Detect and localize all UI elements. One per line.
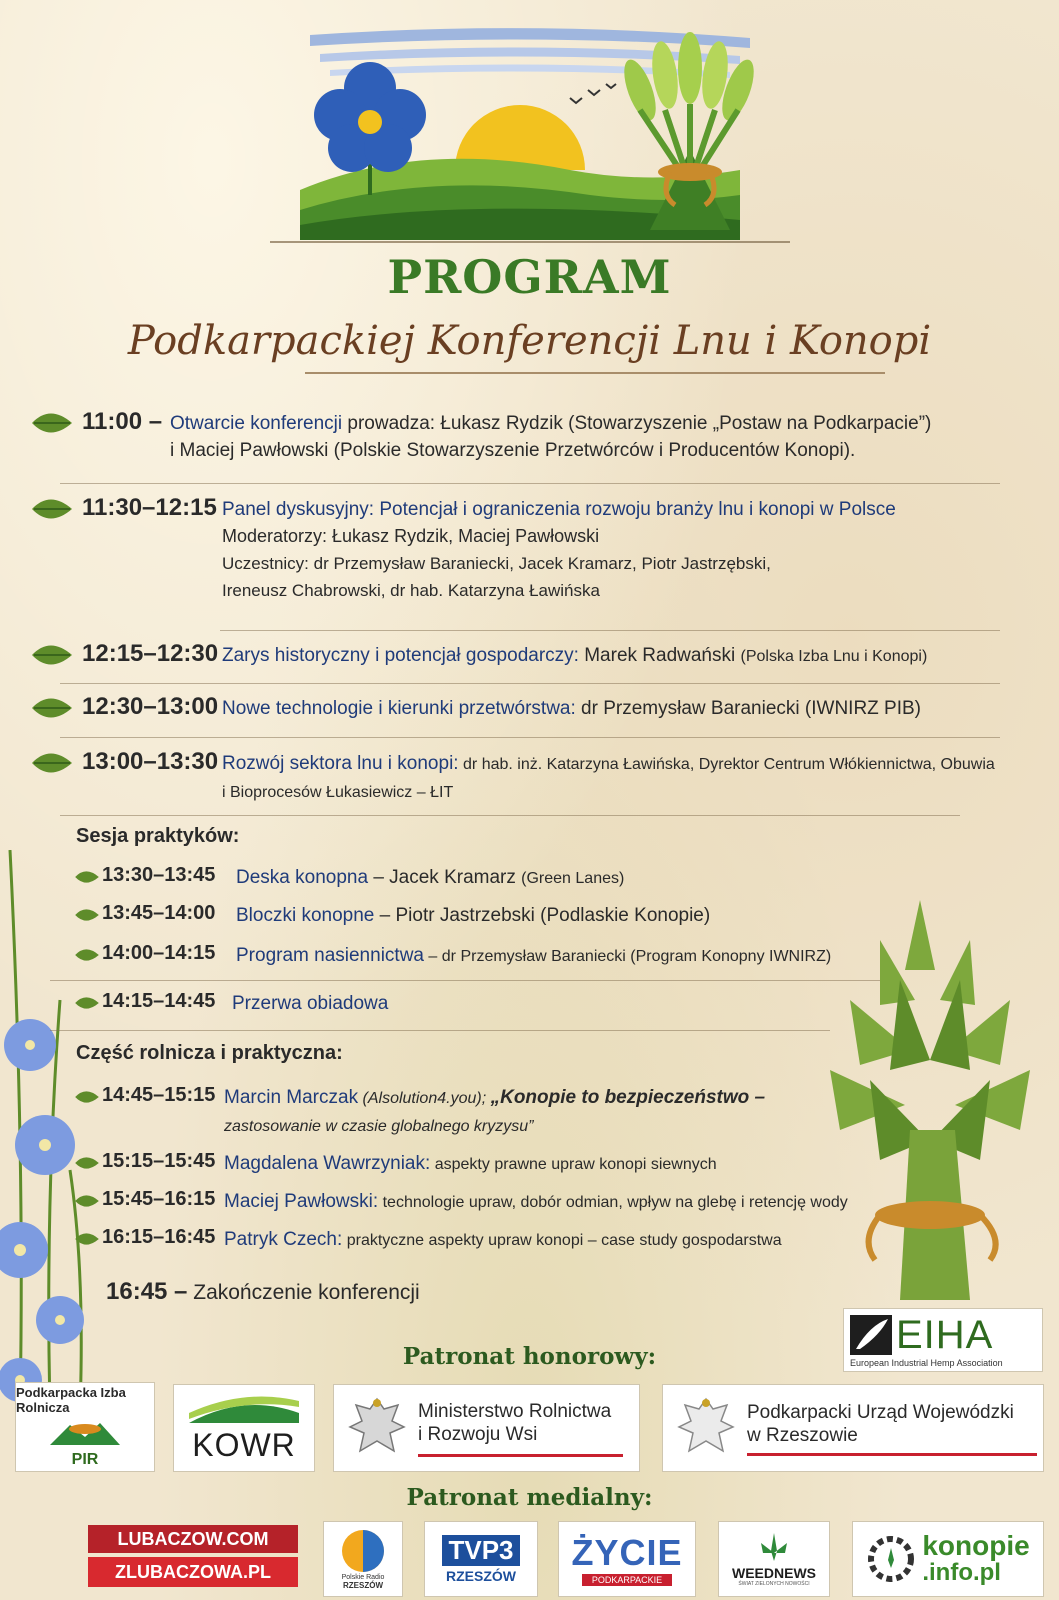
program-row (30, 1084, 1010, 1144)
item-text: dr Przemysław Baraniecki (IWNIRZ PIB) (575, 698, 922, 719)
program-row (30, 942, 1010, 974)
voivode-line2: w Rzeszowie (747, 1424, 858, 1446)
time-label: 12:30–13:00 (82, 693, 219, 720)
item-text: Marek Radwański (578, 645, 741, 666)
radio-rzeszow-logo (323, 1521, 403, 1597)
leaf-bullet-icon (74, 1154, 100, 1172)
weednews-text: WEEDNEWS (732, 1565, 816, 1581)
subtitle-divider (305, 372, 885, 374)
item-text-line2: zastosowanie w czasie globalnego kryzysu” (224, 1118, 534, 1135)
honorary-patronage-title: Patronat honorowy: (402, 1343, 657, 1370)
kowr-fields-icon (184, 1393, 304, 1427)
program-row (30, 864, 1010, 896)
time-label: 15:15–15:45 (102, 1150, 216, 1172)
item-org: aspekty prawne upraw konopi siewnych (430, 1156, 717, 1173)
item-title: Marcin Marczak (224, 1087, 359, 1108)
time-label: 15:45–16:15 (102, 1188, 216, 1210)
item-text: – Jacek Kramarz (368, 867, 522, 888)
item-title: Otwarcie konferencji (170, 413, 343, 434)
item-org: (Green Lanes) (521, 870, 625, 887)
item-title: Przerwa obiadowa (232, 993, 389, 1014)
polish-eagle-icon (675, 1393, 737, 1463)
item-title: Panel dyskusyjny: Potencjał i ograniczenia rozwoju branży lnu i konopi w Polsce (222, 499, 896, 520)
zlubaczowa-text: ZLUBACZOWA.PL (115, 1561, 271, 1582)
birds-icon (570, 84, 616, 103)
time-label: 14:45–15:15 (102, 1084, 216, 1106)
program-row (30, 1150, 1010, 1182)
item-text-line2: i Bioprocesów Łukasiewicz – ŁIT (222, 784, 454, 801)
leaf-bullet-icon (74, 994, 100, 1012)
session-label: Część rolnicza i praktyczna: (76, 1042, 343, 1064)
page-title: PROGRAM (387, 250, 672, 304)
pir-abbr: PIR (71, 1451, 99, 1468)
row-divider (50, 1030, 830, 1031)
weednews-logo (718, 1521, 830, 1597)
voivode-office-logo (662, 1384, 1044, 1472)
leaf-bullet-icon (74, 868, 100, 886)
program-row (30, 1188, 1010, 1220)
weednews-subtext: ŚWIAT ZIELONYCH NOWOŚCI (738, 1581, 810, 1587)
item-text-line3: Uczestnicy: dr Przemysław Baraniecki, Jacek Kramarz, Piotr Jastrzębski, (222, 554, 771, 573)
konopie-text: konopie (922, 1530, 1030, 1561)
radio-line1: Polskie Radio (341, 1574, 385, 1581)
hero-illustration (270, 20, 790, 255)
row-divider (220, 630, 1000, 631)
item-org: dr hab. inż. Katarzyna Ławińska, Dyrektor Centrum Włókiennictwa, Obuwia (458, 756, 995, 773)
konopie-info-logo (852, 1521, 1044, 1597)
flag-stripe (418, 1454, 623, 1457)
time-label: 11:00 – (82, 408, 163, 435)
time-label: 11:30–12:15 (82, 494, 217, 521)
row-divider (50, 980, 880, 981)
time-label: 13:30–13:45 (102, 864, 216, 886)
item-title: Magdalena Wawrzyniak: (224, 1153, 431, 1174)
leaf-bullet-icon (74, 946, 100, 964)
item-text-line2: i Maciej Pawłowski (Polskie Stowarzyszenie Przetwórców i Producentów Konopi). (170, 440, 856, 461)
zlubaczowa-logo (88, 1557, 298, 1587)
leaf-bullet-icon (74, 906, 100, 924)
program-row (30, 748, 1010, 810)
time-label: 14:15–14:45 (102, 990, 216, 1012)
hemp-leaf-icon (850, 1315, 892, 1355)
tvp3-subtext: RZESZÓW (446, 1567, 516, 1584)
program-row (30, 408, 1010, 478)
program-row (30, 693, 1010, 733)
leaf-bullet-icon (74, 1192, 100, 1210)
time-label: 13:45–14:00 (102, 902, 216, 924)
leaf-bullet-icon (30, 496, 74, 522)
flag-stripe (747, 1453, 1037, 1456)
zycie-subtext: PODKARPACKIE (582, 1574, 672, 1586)
ministry-line1: Ministerstwo Rolnictwa (418, 1400, 612, 1422)
leaf-bullet-icon (74, 1088, 100, 1106)
eiha-text: EIHA (896, 1312, 994, 1357)
ministry-line2: i Rozwoju Wsi (418, 1423, 538, 1445)
hemp-leaf-icon (757, 1531, 791, 1565)
program-row (30, 640, 1010, 680)
polish-eagle-icon (346, 1393, 408, 1463)
time-label: 13:00–13:30 (82, 748, 219, 775)
leaf-bullet-icon (30, 695, 74, 721)
item-text: Zakończenie konferencji (187, 1281, 420, 1304)
item-org: praktyczne aspekty upraw konopi – case study gospodarstwa (342, 1232, 782, 1249)
session-label: Sesja praktyków: (76, 825, 240, 847)
lubaczow-text: LUBACZOW.COM (117, 1528, 269, 1549)
kowr-logo (173, 1384, 315, 1472)
leaf-bullet-icon (74, 1230, 100, 1248)
pir-logo (15, 1382, 155, 1472)
konopie-domain: .info.pl (922, 1559, 1001, 1586)
pir-emblem-icon (40, 1415, 130, 1451)
radio-line2: RZESZÓW (343, 1581, 383, 1590)
time-label: 12:15–12:30 (82, 640, 219, 667)
item-title: Zarys historyczny i potencjał gospodarczy: (222, 645, 579, 666)
eiha-logo (843, 1308, 1043, 1372)
item-org: technologie upraw, dobór odmian, wpływ na glebę i retencję wody (378, 1194, 848, 1211)
voivode-line1: Podkarpacki Urząd Wojewódzki (747, 1401, 1014, 1423)
item-text: – Piotr Jastrzebski (Podlaskie Konopie) (374, 905, 711, 926)
time-label: 16:15–16:45 (102, 1226, 216, 1248)
row-divider (60, 483, 1000, 484)
program-row (30, 1226, 1010, 1258)
item-quote: „Konopie to bezpieczeństwo – (490, 1087, 766, 1108)
zycie-text: ŻYCIE (571, 1532, 683, 1573)
item-title: Deska konopna (236, 867, 369, 888)
tvp3-logo (424, 1521, 538, 1597)
item-title: Bloczki konopne (236, 905, 375, 926)
row-divider (60, 737, 1000, 738)
lubaczow-logo (88, 1525, 298, 1553)
item-title: Patryk Czech: (224, 1229, 343, 1250)
media-patronage-title: Patronat medialny: (406, 1484, 653, 1511)
radio-emblem-icon (340, 1528, 386, 1574)
eiha-subtext: European Industrial Hemp Association (850, 1357, 1003, 1368)
item-org: – dr Przemysław Baraniecki (Program Konopny IWNIRZ) (423, 948, 832, 965)
kowr-text: KOWR (192, 1426, 296, 1463)
item-title: Rozwój sektora lnu i konopi: (222, 753, 459, 774)
time-label: 16:45 – (106, 1278, 188, 1305)
item-text: prowadza: Łukasz Rydzik (Stowarzyszenie „Postaw na Podkarpacie”) (342, 413, 932, 434)
item-title: Maciej Pawłowski: (224, 1191, 379, 1212)
leaf-bullet-icon (30, 642, 74, 668)
leaf-bullet-icon (30, 750, 74, 776)
ministry-logo (333, 1384, 640, 1472)
leaf-bullet-icon (30, 410, 74, 436)
gear-leaf-icon (866, 1534, 916, 1584)
item-text: (Alsolution4.you); (358, 1090, 491, 1107)
item-title: Nowe technologie i kierunki przetwórstwa: (222, 698, 576, 719)
time-label: 14:00–14:15 (102, 942, 216, 964)
program-row (30, 990, 1010, 1022)
pir-arc-text: Podkarpacka Izba Rolnicza (16, 1385, 126, 1415)
item-text-line4: Ireneusz Chabrowski, dr hab. Katarzyna Ławińska (222, 581, 600, 600)
item-title: Program nasiennictwa (236, 945, 424, 966)
closing-line (106, 1278, 420, 1306)
program-row (30, 902, 1010, 934)
program-row (30, 494, 1010, 624)
item-text-line2: Moderatorzy: Łukasz Rydzik, Maciej Pawłowski (222, 526, 600, 546)
item-org: (Polska Izba Lnu i Konopi) (740, 648, 928, 665)
tvp3-text: TVP3 (442, 1535, 519, 1566)
zycie-podkarpackie-logo (558, 1521, 696, 1597)
row-divider (60, 683, 1000, 684)
row-divider (60, 815, 960, 816)
page-subtitle: Podkarpackiej Konferencji Lnu i Konopi (127, 318, 932, 364)
